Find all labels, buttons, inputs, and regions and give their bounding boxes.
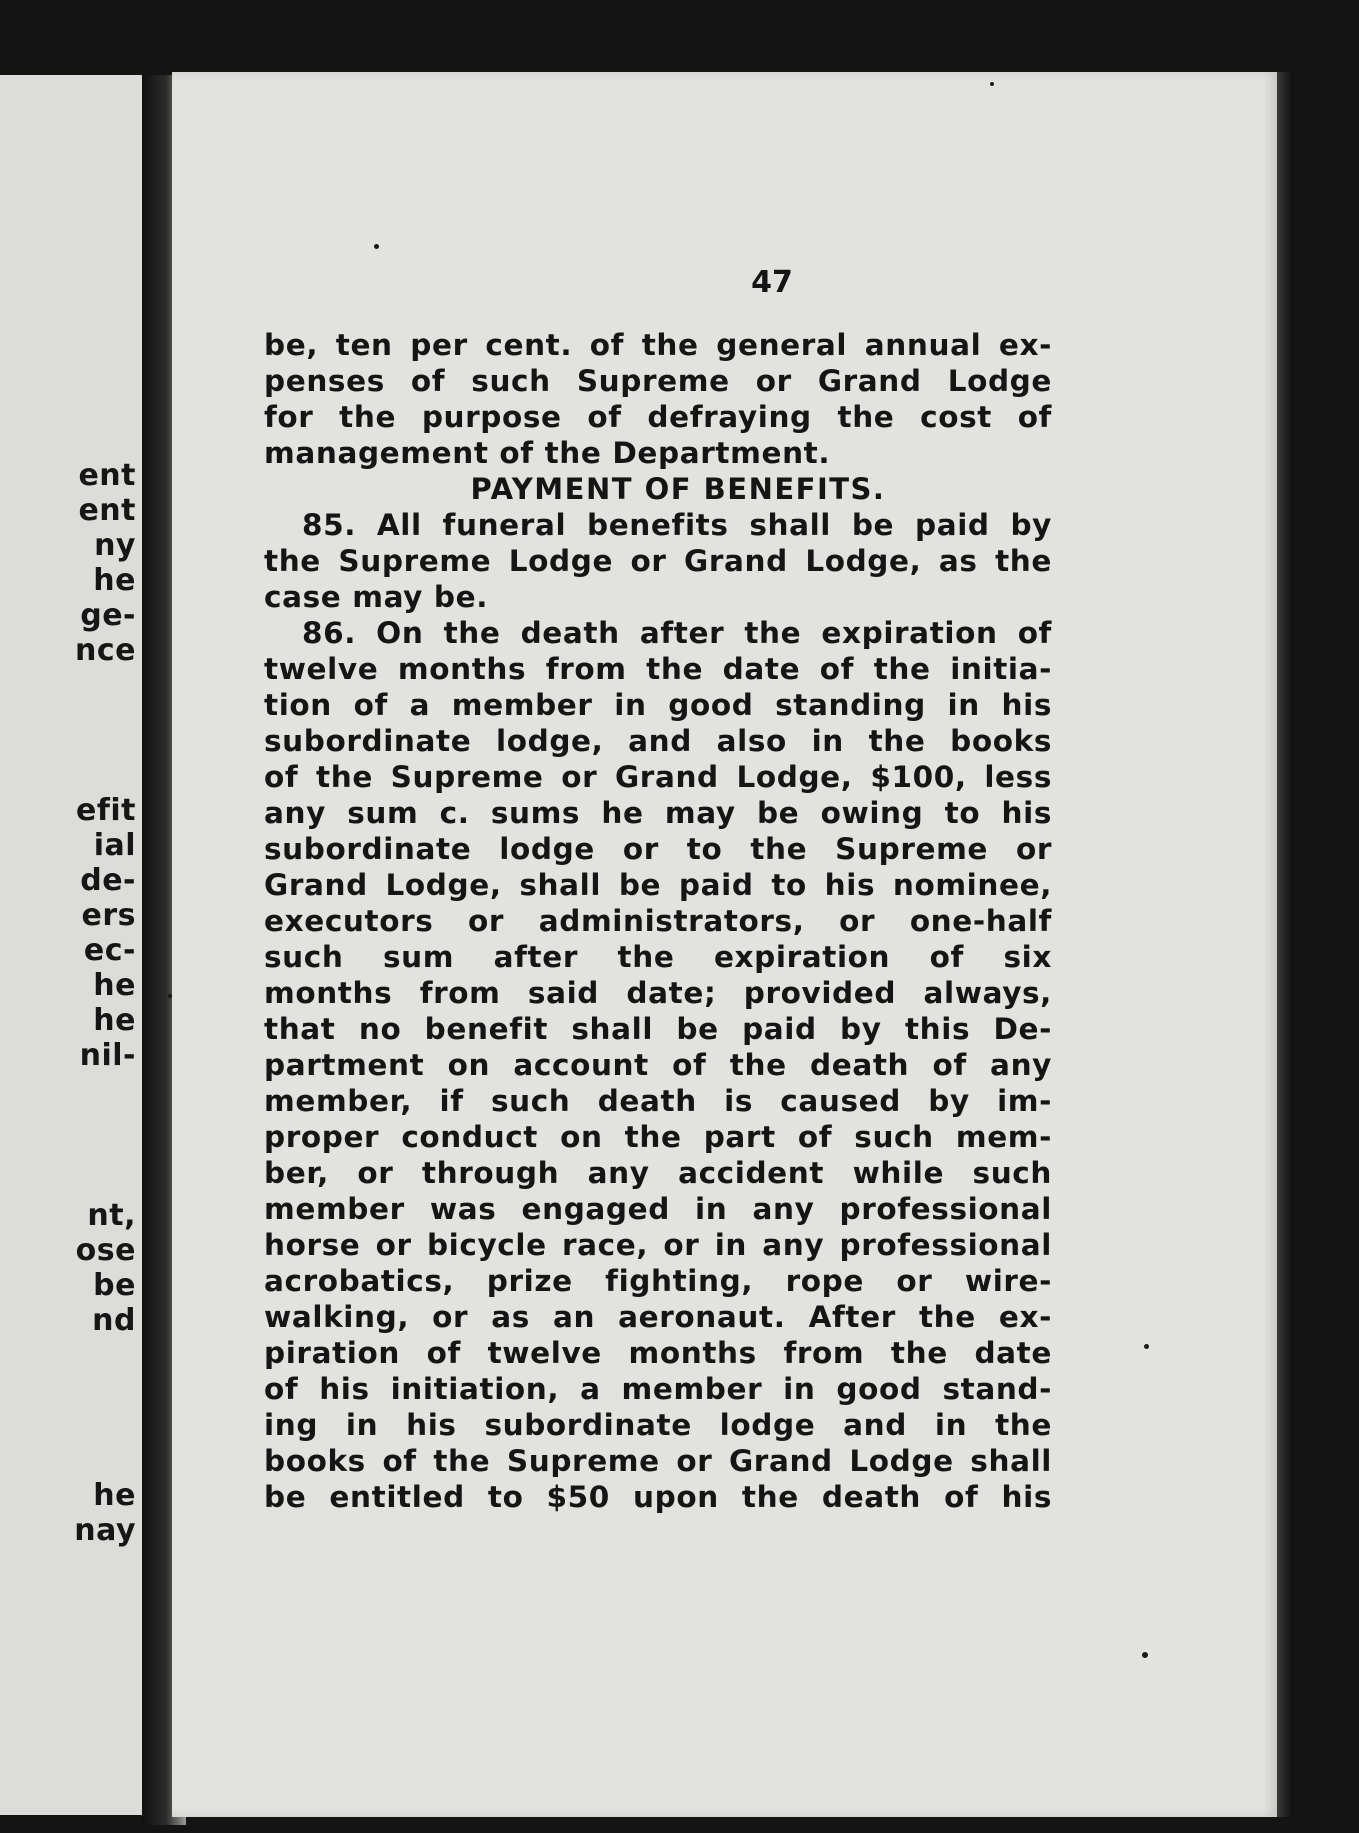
text-line: proper conduct on the part of such mem-: [264, 1120, 1052, 1154]
text-line: months from said date; provided always,: [264, 976, 1052, 1010]
left-page-fragment: he: [93, 968, 136, 1003]
text-line: penses of such Supreme or Grand Lodge: [264, 364, 1052, 398]
text-line: the Supreme Lodge or Grand Lodge, as the: [264, 544, 1052, 578]
text-line: walking, or as an aeronaut. After the ex-: [264, 1300, 1052, 1334]
text-line: management of the Department.: [264, 436, 831, 470]
text-line: executors or administrators, or one-half: [264, 904, 1052, 938]
page-text: [264, 327, 1052, 1515]
text-line: ing in his subordinate lodge and in the: [264, 1408, 1052, 1442]
text-line: books of the Supreme or Grand Lodge shall: [264, 1444, 1052, 1478]
text-line: partment on account of the death of any: [264, 1048, 1052, 1082]
text-line: subordinate lodge, and also in the books: [264, 724, 1052, 758]
left-page-fragment: he: [93, 563, 136, 598]
text-line: case may be.: [264, 580, 488, 614]
print-speck: [1142, 1652, 1148, 1658]
text-line: be, ten per cent. of the general annual ex-: [264, 328, 1052, 362]
page-number: 47: [751, 265, 793, 300]
text-line: acrobatics, prize fighting, rope or wire-: [264, 1264, 1052, 1298]
left-page-fragment: ent: [78, 458, 136, 493]
left-page-fragment: nil-: [79, 1038, 136, 1073]
text-line: be entitled to $50 upon the death of his: [264, 1480, 1052, 1514]
text-line: ber, or through any accident while such: [264, 1156, 1052, 1190]
section-heading: PAYMENT OF BENEFITS.: [470, 472, 886, 506]
book-page: [172, 72, 1277, 1817]
left-page-fragment: ge-: [80, 598, 136, 633]
text-line: for the purpose of defraying the cost of: [264, 400, 1052, 434]
left-facing-page: [0, 75, 142, 1815]
text-line: member was engaged in any professional: [264, 1192, 1052, 1226]
text-line: piration of twelve months from the date: [264, 1336, 1052, 1370]
text-line: 85. All funeral benefits shall be paid by: [302, 508, 1052, 542]
left-page-fragment: de-: [80, 863, 136, 898]
left-page-fragment: nay: [74, 1513, 136, 1548]
text-line: any sum c. sums he may be owing to his: [264, 796, 1052, 830]
text-line: twelve months from the date of the initia-: [264, 652, 1052, 686]
left-page-fragment: ent: [78, 493, 136, 528]
print-speck: [1144, 1344, 1149, 1349]
text-line: of his initiation, a member in good stand-: [264, 1372, 1052, 1406]
left-page-fragment: nce: [75, 633, 136, 668]
print-speck: [168, 994, 172, 998]
print-speck: [374, 244, 379, 249]
text-line: such sum after the expiration of six: [264, 940, 1052, 974]
left-page-fragment: be: [93, 1268, 136, 1303]
text-line: that no benefit shall be paid by this De-: [264, 1012, 1052, 1046]
left-page-fragment: ers: [81, 898, 136, 933]
left-page-fragment: ose: [75, 1233, 136, 1268]
left-page-fragment: he: [93, 1003, 136, 1038]
left-page-fragment: ec-: [83, 933, 136, 968]
left-page-fragment: he: [93, 1478, 136, 1513]
text-line: of the Supreme or Grand Lodge, $100, less: [264, 760, 1052, 794]
left-page-fragment: nd: [92, 1303, 136, 1338]
text-line: horse or bicycle race, or in any professional: [264, 1228, 1052, 1262]
text-line: tion of a member in good standing in his: [264, 688, 1052, 722]
page-edge-shadow: [1277, 72, 1293, 1817]
text-line: member, if such death is caused by im-: [264, 1084, 1052, 1118]
text-line: subordinate lodge or to the Supreme or: [264, 832, 1052, 866]
print-speck: [990, 82, 994, 86]
text-line: Grand Lodge, shall be paid to his nominee,: [264, 868, 1052, 902]
left-page-fragment: efit: [75, 793, 136, 828]
left-page-fragment: nt,: [87, 1198, 136, 1233]
left-page-fragment: ny: [94, 528, 136, 563]
left-page-fragment: ial: [93, 828, 136, 863]
text-line: 86. On the death after the expiration of: [302, 616, 1052, 650]
